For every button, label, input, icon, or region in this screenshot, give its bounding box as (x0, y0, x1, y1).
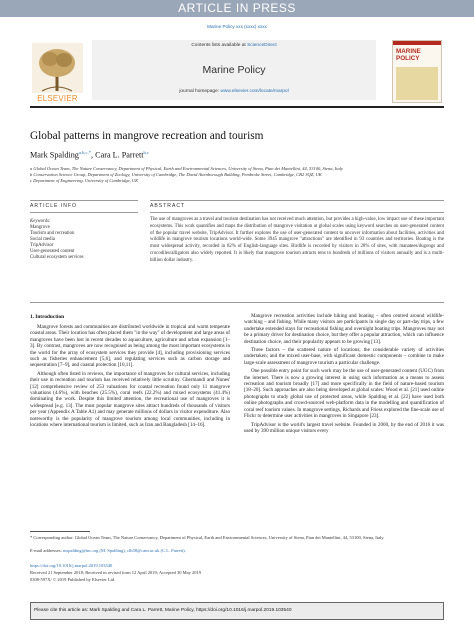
abstract-rule (150, 212, 444, 213)
author-list (30, 150, 444, 160)
elsevier-tree-logo (30, 41, 85, 101)
elsevier-wordmark: ELSEVIER (37, 94, 78, 103)
cover-image (396, 67, 438, 100)
citation-box: Please cite this article as: Mark Spalding and Cara L. Parrett, Marine Policy, https://doi.org/10.1016/j.marpol.2019.103540 (30, 602, 444, 620)
email-links[interactable]: mspalding@tnc.org (M. Spalding), clh58@cam.ac.uk (C.L. Parrett). (63, 548, 186, 553)
keyword: Cultural ecosystem services (30, 255, 84, 260)
body-paragraph: Three factors – the scattered nature of locations; the considerable variety of activities undertaken; and the mixed user-base, with significant domestic components – combine to make large-scale assessment of mangrove tourism a particular challenge. (244, 347, 444, 366)
homepage-prefix: journal homepage: (179, 89, 221, 94)
keyword: Mangrove (30, 225, 50, 230)
body-paragraph: TripAdvisor is the world's largest travel website. Founded in 2000, by the end of 2016 it was used by 390 million unique visitors every (244, 421, 444, 434)
journal-homepage (92, 89, 376, 94)
abstract-text: The use of mangroves as a travel and tourism destination has not received much attention, but provides a high-value, low impact use of these important ecosystems. This work quantifies and maps the distribution of mangrove visitation at global scales using keyword searches on user-generated content of the popular travel website, TripAdvisor. It further explores the use of user-generated content to uncover information about facilities, activities and wildlife in mangrove tourism locations world-wide. Some 3945 mangrove "attractions" are identified in 93 countries and territories. Boating is the most widespread activity, recorded in 82% of English-language sites. Birdlife is recorded by visitors in 28% of sites, with manatees/dugongs and crocodiles/alligators also widely reported. It is likely that mangrove tourism attracts tens to hundreds of millions of visitors annually and is a multi-billion dollar industry. (150, 217, 444, 263)
contents-prefix: Contents lists available at (191, 43, 248, 48)
cover-stripe (393, 41, 441, 45)
keyword: User-generated content (30, 249, 75, 254)
affiliation: a Global Ocean Team, The Nature Conservancy, Department of Physical, Earth and Environmental Sciences, University of Siena, Pian dei Mantellini, 44, 53100, Siena, Italy (30, 166, 343, 171)
keyword: Tourism and recreation (30, 231, 75, 236)
sciencedirect-link[interactable]: ScienceDirect (247, 43, 277, 48)
journal-citation[interactable]: Marine Policy xxx (xxxx) xxxx (207, 24, 267, 29)
body-paragraph: Mangrove recreation activities include hiking and boating – often centred around wildlife-watching – and fishing. While many visitors are participants in single day or part-day trips, a few undertake extended stays for recreational fishing and overnight boating trips. Mangroves may not be a primary driver for destination choice, but they offer a popular attraction, which can influence destination choice, and their popularity appears to be growing [13]. (244, 313, 444, 345)
body-paragraph: One possible entry point for such work may be the use of user-generated content (UGC) from the internet. There is now a growing interest in using such information as a means to assess recreation and tourism broadly [17] and more specifically in the field of nature-based tourism [18–20]. Such approaches are also being developed at global scales: Wood et al. [21] used online photographs to study global use of protected areas, while Spalding et al. [22] have used both online photographs and crowd-sourced web-platform data in the modelling and quantification of coral reef tourism values. In mangrove settings, Richards and Friess explored the fine-scale use of Flickr to determine user activities in mangroves in Singapore [23]. (244, 368, 444, 420)
article-in-press-banner: ARTICLE IN PRESS (0, 0, 474, 17)
author-name[interactable]: Cara L. Parrett (95, 150, 144, 160)
keywords-label: Keywords: (30, 219, 51, 224)
corresponding-author-note: * Corresponding author. Global Ocean Team, The Nature Conservancy, Department of Physical, Earth and Environmental Sciences, University of Siena, Pian dei Mantellini, 44, 53100, Siena, Italy. (30, 535, 385, 540)
body-column-left (30, 324, 230, 431)
abstract-bottom-rule (30, 302, 444, 303)
doi-link-row (30, 563, 444, 569)
author-affiliation-marks[interactable]: a,b,c,* (78, 150, 92, 155)
section-heading-introduction: 1. Introduction (30, 314, 65, 320)
article-info-heading: ARTICLE INFO (30, 203, 78, 209)
body-column-right (244, 313, 444, 436)
affiliation: b Conservation Science Group, Department of Zoology, University of Cambridge, The David Attenborough Building, Pembroke Street, Cambridge, CB2 3QZ, UK (30, 172, 322, 177)
author-affiliation-marks[interactable]: b,c (143, 150, 150, 155)
article-info-rule (30, 212, 138, 213)
author-name[interactable]: Mark Spalding (30, 150, 79, 160)
cover-title: MARINE POLICY (396, 48, 421, 62)
received-dates: Received 21 September 2018; Received in revised form 12 April 2019; Accepted 30 May 2019 (30, 570, 201, 575)
copyright-line: 0308-597X/ © 2019 Published by Elsevier Ltd. (30, 577, 116, 582)
abstract-heading: ABSTRACT (150, 203, 186, 209)
journal-title: Marine Policy (202, 64, 266, 76)
article-title: Global patterns in mangrove recreation and tourism (30, 130, 264, 142)
article-info-rule (30, 200, 138, 201)
keyword: Social media (30, 237, 55, 242)
contents-line (92, 43, 376, 48)
homepage-link[interactable]: www.elsevier.com/locate/marpol (220, 89, 289, 94)
doi-link[interactable]: https://doi.org/10.1016/j.marpol.2019.103540 (30, 563, 113, 568)
email-prefix: E-mail addresses: (30, 548, 63, 553)
author-separator: , (91, 150, 96, 160)
email-addresses (30, 548, 444, 554)
header-rule (30, 106, 444, 108)
abstract-rule (150, 200, 444, 201)
body-paragraph: Although often listed in reviews, the importance of mangroves for cultural services, including their use in recreation and tourism has received relatively little scrutiny. Ghermandi and Nunes' [12] comprehensive review of 253 valuations for coastal recreation found only 11 mangrove valuations (4.6%), with beaches (25.5%), coral reefs (22.2%) and mixed ecosystems (41.4%) dominating the work. Despite this limited attention, the recreational use of mangroves it is widespread [e.g. 13]. The most popular mangrove sites attract hundreds of thousands of visitors per year (Appendix A Table A1) and may generate millions of dollars in visitor expenditure. Also noteworthy is the popularity of mangrove tourism among local communities, including in locations where international tourism is limited, such as Iran and Bangladesh [14–16]. (30, 370, 230, 429)
body-paragraph: Mangrove forests and communities are distributed worldwide in tropical and warm temperate coastal areas. Their location has often placed them "in the way" of development and large areas of mangroves have been lost in recent decades to aquaculture, agriculture and urban expansion [1–3]. By contrast, mangroves are now recognised as being among the most important ecosystems in the world for the array of ecosystem services they provide [4], including provisioning services such as fisheries enhancement [5,6], and regulating services such as carbon storage and sequestration [7–9], and coastal protection [10,11]. (30, 324, 230, 369)
footnote-rule (30, 531, 90, 532)
keyword: TripAdvisor (30, 243, 54, 248)
affiliation: c Department of Engineering, University of Cambridge, UK (30, 178, 139, 183)
journal-cover-thumbnail (392, 40, 442, 103)
